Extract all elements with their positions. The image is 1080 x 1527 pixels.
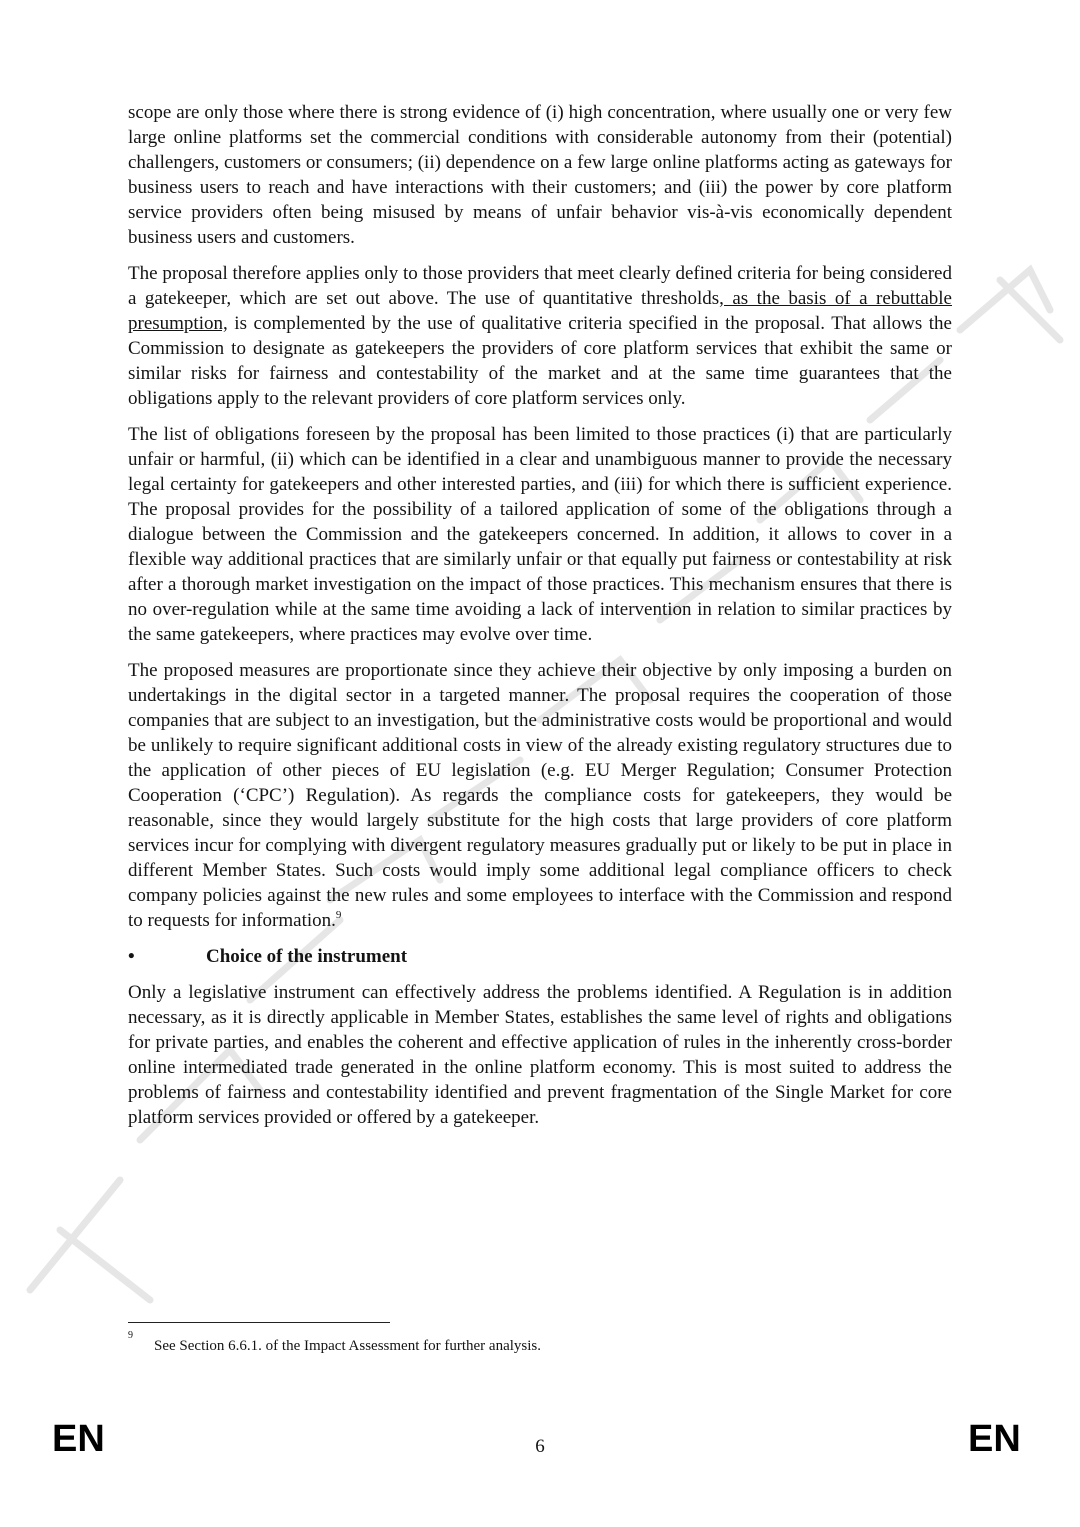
paragraph-1: scope are only those where there is strong evidence of (i) high concentration, where usually one or very few large online platforms set the commercial conditions with considerable autonomy from their (potential) challengers, customers or consumers; (ii) dependence on a few large online platforms acting as gateways for business users to reach and have interactions with their customers; and (iii) the power by core platform service providers often being misused by means of unfair behavior vis-à-vis economically dependent business users and customers. (128, 102, 952, 248)
paragraph-2-part-a: The proposal therefore applies only to those providers that meet clearly defined criteria for being considered a gatekeeper, which are set out above. The use of quantitative thresholds (128, 263, 952, 309)
paragraph-2-part-b: is complemented by the use of qualitative criteria specified in the proposal. That allows the Commission to designate as gatekeepers the providers of core platform services that exhibit the same or similar risks for fairness and contestability of the market and at the same time guarantees that the obligations apply to the relevant providers of core platform services only. (128, 313, 952, 409)
paragraph-2 (128, 261, 952, 411)
paragraph-4-text: The proposed measures are proportionate since they achieve their objective by only imposing a burden on undertakings in the digital sector in a targeted manner. The proposal requires the cooperation of those companies that are subject to an investigation, but the administrative costs would be proportional and would be unlikely to require significant additional costs in view of the already existing regulatory structures due to the application of other pieces of EU legislation (e.g. EU Merger Regulation; Consumer Protection Cooperation (‘CPC’) Regulation). As regards the compliance costs for gatekeepers, they would be reasonable, since they would largely substitute for the high costs that large providers of core platform services incur for complying with divergent regulatory measures gradually put or likely to be put in place in different Member States. Such costs would imply some additional legal compliance officers to check company policies against the new rules and some employees to interface with the Commission and respond to requests for information. (128, 660, 952, 931)
language-label-left: EN (52, 1418, 105, 1460)
footnote-reference[interactable]: 9 (335, 909, 342, 921)
footnote-number: 9 (128, 1330, 133, 1341)
footnote-text: See Section 6.6.1. of the Impact Assessment for further analysis. (154, 1338, 541, 1354)
section-heading-text: Choice of the instrument (206, 946, 408, 967)
underlined-amendment: , as the basis of a rebuttable presumption, (128, 288, 952, 334)
paragraph-4 (128, 658, 952, 933)
section-heading (128, 944, 952, 969)
language-label-right: EN (968, 1418, 1021, 1460)
document-body (128, 100, 952, 1141)
paragraph-3: The list of obligations foreseen by the proposal has been limited to those practices (i) that are particularly unfair or harmful, (ii) which can be identified in a clear and unambiguous manner to provide the necessary legal certainty for gatekeepers and other interested parties, and (iii) for which there is sufficient experience. The proposal provides for the possibility of a tailored application of some of the obligations through a dialogue between the Commission and the gatekeepers concerned. In addition, it allows to cover in a flexible way additional practices that are similarly unfair or that equally put fairness or contestability at risk after a thorough market investigation on the impact of those practices. This mechanism ensures that there is no over-regulation while at the same time avoiding a lack of intervention in relation to similar practices by the same gatekeepers, where practices may evolve over time. (128, 424, 952, 645)
footnote (128, 1330, 952, 1356)
bullet-icon: • (128, 946, 135, 967)
page-number: 6 (535, 1436, 545, 1457)
footnote-separator (128, 1322, 390, 1323)
paragraph-5: Only a legislative instrument can effectively address the problems identified. A Regulation is in addition necessary, as it is directly applicable in Member States, establishes the same level of rights and obligations for private parties, and enables the coherent and effective application of rules in the inherently cross-border online intermediated trade generated in the online platform economy. This is most suited to address the problems of fairness and contestability identified and prevent fragmentation of the Single Market for core platform services provided or offered by a gatekeeper. (128, 982, 952, 1128)
